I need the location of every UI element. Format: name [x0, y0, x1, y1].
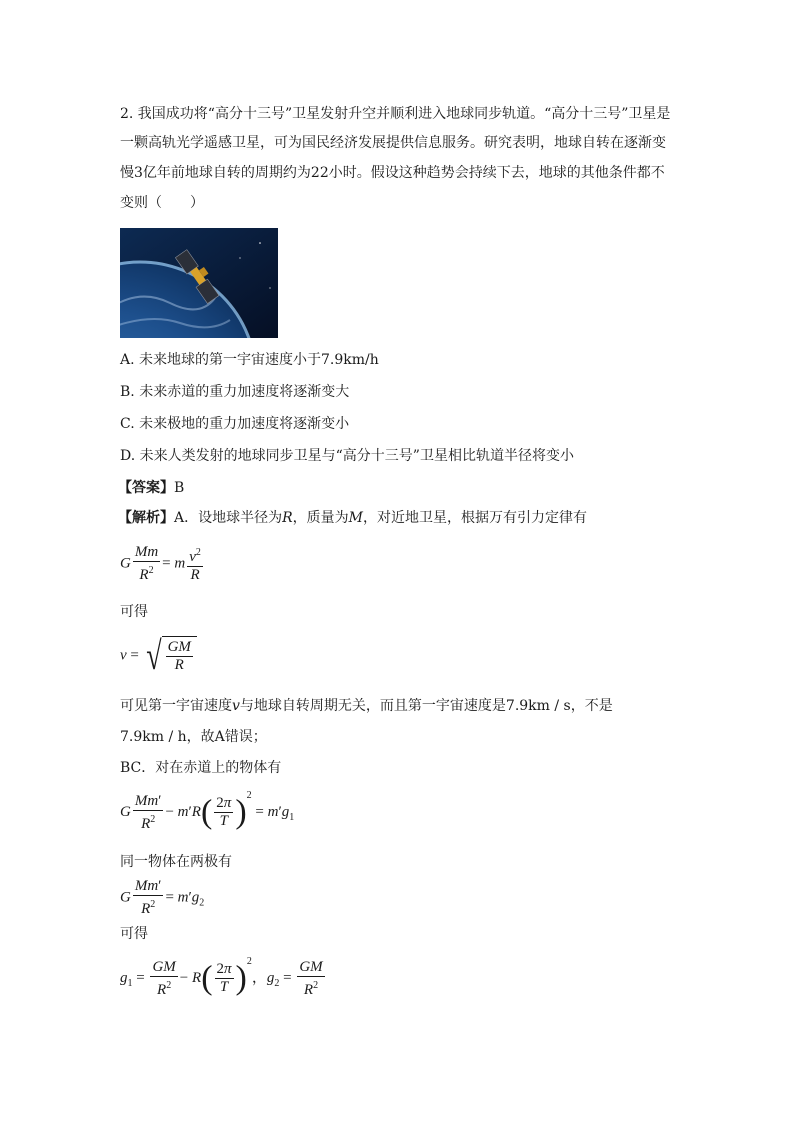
equation-poles: G $\frac{Mm'}{R^2}$ = $m'g_2$: [120, 878, 205, 917]
satellite-earth-image: [120, 228, 278, 338]
analysis-velocity-line: [120, 696, 613, 716]
option-a: A. 未来地球的第一宇宙速度小于7.9km/h: [120, 352, 379, 368]
option-d: D. 未来人类发射的地球同步卫星与“高分十三号”卫星相比轨道半径将变小: [120, 448, 574, 464]
symbol-v: v: [232, 698, 240, 714]
analysis-label: 【解析】: [118, 510, 174, 526]
kede-line-2: 可得: [120, 926, 148, 942]
question-line-3: 慢3亿年前地球自转的周期约为22小时。假设这种趋势会持续下去，地球的其他条件都不: [120, 165, 665, 181]
velocity-text-1: 可见第一宇宙速度: [120, 698, 232, 714]
equation-g1-g2: $g_1$ = $\frac{GM}{R^2}$ − R( $\frac{2\pi}{T}$ )$^2$，$g_2$ = $\frac{GM}{R^2}$: [120, 956, 323, 998]
analysis-mass-text: ，质量为: [292, 510, 349, 526]
analysis-poles-line: 同一物体在两极有: [120, 854, 232, 870]
question-line-1: 2. 我国成功将“高分十三号”卫星发射升空并顺利进入地球同步轨道。“高分十三号”卫星是: [120, 106, 671, 122]
option-b: B. 未来赤道的重力加速度将逐渐变大: [120, 384, 350, 400]
analysis-bc-line: BC．对在赤道上的物体有: [120, 760, 282, 776]
equation-equator: G $\frac{Mm'}{R^2}$ − m′R( $\frac{2\pi}{T}$ )$^2 = m'g_1$: [120, 790, 295, 832]
answer-line: [118, 478, 184, 498]
question-line-4: 变则（ ）: [120, 195, 204, 211]
analysis-rest-text: ，对近地卫星，根据万有引力定律有: [363, 510, 588, 526]
answer-value: B: [174, 480, 185, 496]
analysis-intro-text: A．设地球半径为: [174, 510, 283, 526]
equation-first-cosmic-velocity: v = √ $\frac{GM}{R}$: [120, 636, 197, 676]
satellite-illustration: [120, 228, 278, 338]
answer-label: 【答案】: [118, 480, 174, 496]
velocity-text-2: 与地球自转周期无关，而且第一宇宙速度是7.9km / s，不是: [239, 698, 613, 714]
symbol-M: M: [348, 510, 364, 526]
option-c: C. 未来极地的重力加速度将逐渐变小: [120, 416, 350, 432]
kede-line-1: 可得: [120, 604, 148, 620]
analysis-intro-line: [118, 508, 587, 528]
question-line-2: 一颗高轨光学遥感卫星，可为国民经济发展提供信息服务。研究表明，地球自转在逐渐变: [120, 135, 666, 151]
equation-gravity-centripetal: G $\frac{Mm}{R^2}$ = m $\frac{v^2}{R}$: [120, 544, 201, 583]
analysis-velocity-line-2: 7.9km / h，故A错误；: [120, 729, 267, 745]
symbol-R: R: [282, 510, 293, 526]
